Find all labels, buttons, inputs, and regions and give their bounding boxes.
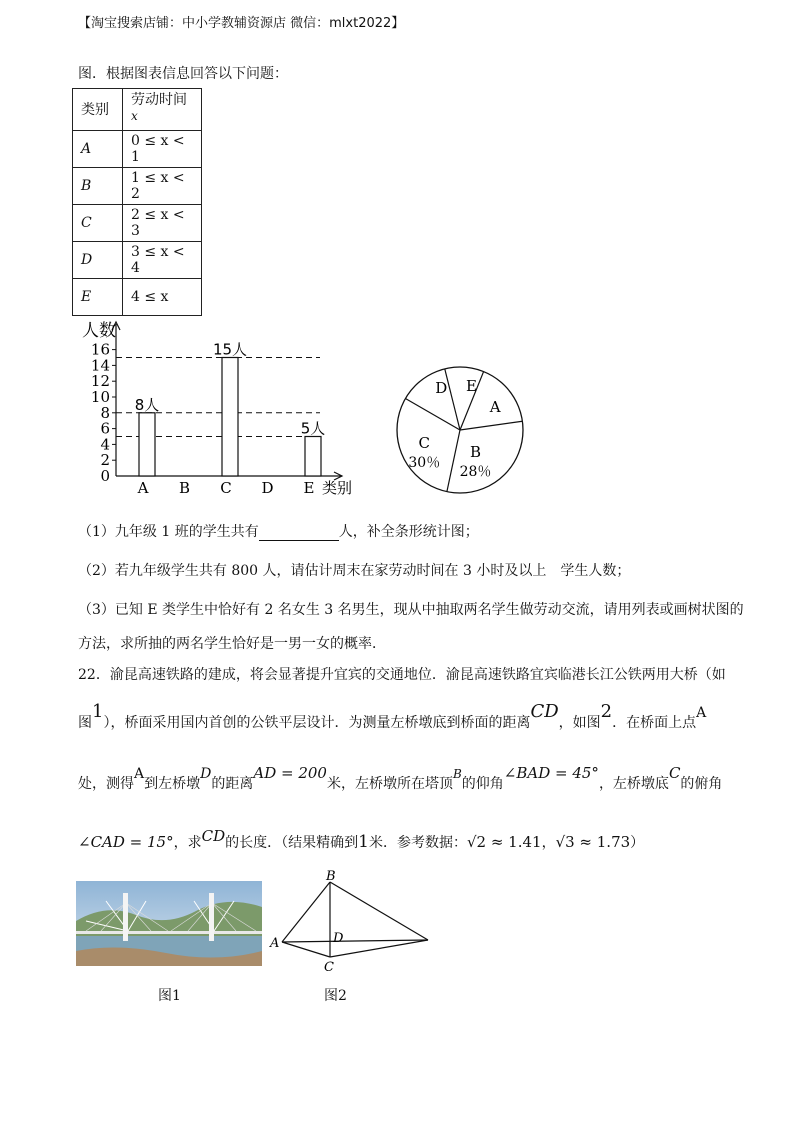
p22-point-a: A [134, 766, 145, 782]
p22-math-sqrt3: √3 ≈ 1.73 [555, 833, 631, 851]
p22-math-ad: AD = 200 [253, 764, 327, 782]
x-tick-label: A [137, 479, 149, 497]
p22-one: 1 [358, 832, 369, 852]
table-cell-range: 2 ≤ x < 3 [123, 204, 202, 241]
p22-math-sqrt2: √2 ≈ 1.41 [466, 833, 542, 851]
p22-text: ） [630, 835, 645, 851]
p22-text: 处，测得 [78, 776, 134, 792]
figure-1-caption: 图1 [158, 988, 181, 1004]
table-header-label: 劳动时间 [131, 92, 187, 108]
y-tick-label: 0 [100, 467, 110, 485]
p22-text: ，左桥墩底 [598, 776, 669, 792]
p22-point-d: D [200, 766, 212, 782]
p22-text: 的仰角 [461, 776, 504, 792]
bar-data-label: 5人 [300, 419, 326, 438]
point-b-label: B [326, 870, 336, 884]
bar-chart [70, 318, 370, 498]
y-tick-label: 6 [100, 419, 110, 438]
bar-c [222, 358, 238, 477]
table-row [73, 167, 202, 204]
line-ad-bridge [282, 940, 428, 942]
bridge-photo [76, 881, 262, 966]
x-tick-label: C [220, 479, 232, 497]
p22-text: 的俯角 [680, 776, 723, 792]
x-tick-label: B [178, 479, 191, 497]
problem-22-line1: 22．渝昆高速铁路的建成，将会显著提升宜宾的交通地位．渝昆高速铁路宜宾临港长江公铁两用大桥（如 [78, 667, 726, 683]
table-row [73, 130, 202, 167]
geometry-diagram [268, 870, 438, 980]
p22-point-b: B [452, 767, 462, 781]
line-ab [282, 882, 330, 942]
table-cell-category: D [73, 241, 123, 278]
p22-point-c: C [668, 764, 681, 782]
x-tick-label: E [303, 479, 315, 497]
pie-slice-label-e: E [466, 377, 478, 396]
point-c-label: C [324, 960, 334, 975]
table-cell-category: E [73, 278, 123, 315]
pie-slice-label-c: C [418, 433, 431, 452]
p22-text: 到左桥墩 [144, 776, 201, 792]
intro-text: 图．根据图表信息回答以下问题： [78, 66, 288, 82]
p22-sup: 1 [92, 701, 104, 722]
y-tick-label: 8 [100, 403, 110, 422]
table-cell-range: 3 ≤ x < 4 [123, 241, 202, 278]
problem-22-line3 [78, 764, 728, 795]
line-ac [282, 942, 330, 957]
table-header-cell: 类别 [73, 89, 123, 131]
question-1-text-b: 人，补全条形统计图； [338, 524, 479, 540]
p22-math-cd: CD [201, 827, 226, 845]
table-header-row [73, 89, 202, 131]
figure-2-caption: 图2 [324, 988, 347, 1004]
y-tick-label: 16 [90, 340, 110, 359]
question-1-text-a: （1）九年级 1 班的学生共有 [78, 524, 259, 540]
table-cell-category: A [73, 130, 123, 167]
x-axis-label: 类别 [322, 479, 353, 497]
pie-chart-group [397, 367, 523, 493]
pie-chart [390, 360, 530, 500]
p22-text: 图 [78, 715, 92, 731]
p22-math-angle-cad: ∠CAD = 15° [78, 833, 174, 851]
p22-math-angle-bad: ∠BAD = 45° [503, 764, 599, 782]
point-a-label: A [270, 936, 280, 951]
p22-text: 米．参考数据： [368, 835, 467, 851]
x-tick-label: D [261, 479, 274, 497]
table-cell-range: 4 ≤ x [123, 278, 202, 315]
bar-a [139, 413, 155, 476]
page-header: 【淘宝搜索店铺：中小学教辅资源店 微信：mlxt2022】 [78, 16, 405, 31]
answer-blank [259, 526, 339, 541]
bar-chart-group [82, 321, 352, 497]
question-2: （2）若九年级学生共有 800 人，请估计周末在家劳动时间在 3 小时及以上 学生人数； [78, 563, 631, 579]
table-cell-category: C [73, 204, 123, 241]
y-tick-label: 2 [100, 451, 110, 470]
bar-data-label: 8人 [134, 395, 160, 414]
question-3-line1: （3）已知 E 类学生中恰好有 2 名女生 3 名男生，现从中抽取两名学生做劳动交流，请用列表或画树状图的 [78, 602, 744, 618]
bar-data-label: 15人 [212, 340, 248, 359]
p22-text: ，如图 [558, 715, 601, 731]
pie-slice-label-b: B [469, 443, 482, 462]
pie-slice-percent: 30％ [408, 454, 441, 471]
point-d-label: D [333, 931, 344, 946]
question-3-line2: 方法，求所抽的两名学生恰好是一男一女的概率． [78, 636, 386, 652]
y-tick-label: 10 [90, 388, 110, 406]
table-cell-range: 1 ≤ x < 2 [123, 167, 202, 204]
p22-math-cd: CD [530, 701, 559, 722]
y-tick-label: 14 [90, 356, 110, 375]
p22-text: 的长度．（结果精确到 [225, 835, 359, 851]
pie-slice-percent: 28％ [459, 464, 492, 481]
bar-e [305, 437, 321, 477]
pie-slice-label-a: A [489, 398, 501, 417]
line-c-right [330, 940, 428, 957]
p22-text: ），桥面采用国内首创的公铁平层设计．为测量左桥墩底到桥面的距离 [103, 715, 531, 731]
table-header-cell [123, 89, 202, 131]
y-tick-label: 4 [100, 435, 110, 454]
p22-text: ，求 [173, 835, 202, 851]
p22-text: ， [541, 835, 556, 851]
p22-point-a: A [696, 705, 707, 721]
table-cell-category: B [73, 167, 123, 204]
table-cell-range: 0 ≤ x < 1 [123, 130, 202, 167]
pie-slice-label-d: D [435, 378, 448, 397]
table-row [73, 204, 202, 241]
bridge-photo-drawing [76, 881, 262, 966]
table-header-var: x [131, 109, 138, 123]
y-axis-label: 人数 [82, 321, 116, 341]
problem-22-line2 [78, 701, 728, 734]
p22-text: 的距离 [211, 776, 254, 792]
p22-sup: 2 [600, 701, 613, 722]
problem-22-line4 [78, 827, 728, 854]
p22-text: ．在桥面上点 [612, 715, 697, 731]
p22-text: 米，左桥墩所在塔顶 [326, 776, 453, 792]
table-row [73, 241, 202, 278]
y-tick-label: 12 [90, 372, 110, 391]
table-row [73, 278, 202, 315]
question-1 [78, 521, 479, 541]
category-table [72, 88, 202, 316]
line-b-right [330, 882, 428, 940]
